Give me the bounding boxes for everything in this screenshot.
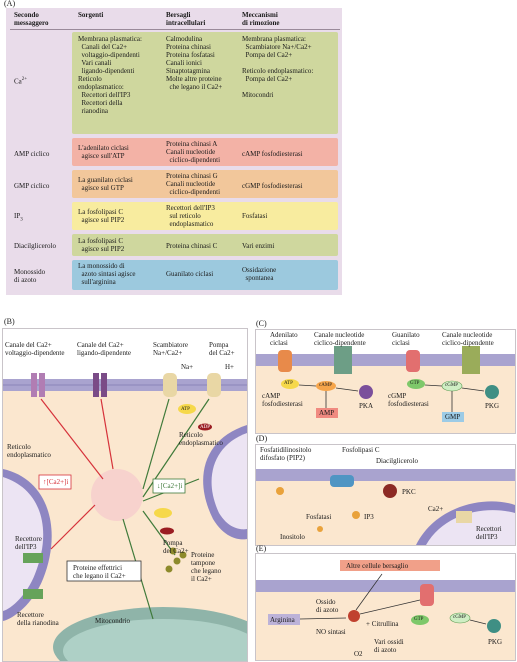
c-cgmp-pde-label: cGMP fosfodiesterasi [388,392,429,408]
panel-c-label: (C) [256,319,267,328]
panel-e-label: (E) [256,544,267,553]
e-citrulline-label: + Citrullina [366,620,399,628]
header-removal: Meccanismi di rimozione [242,11,280,27]
c-gtp-label: GTP [410,381,420,386]
row-camp-messenger: AMP ciclico [14,150,50,158]
row-ip3-sources: La fosfolipasi C agisce sul PIP2 [78,208,125,224]
d-ip3-label: IP3 [364,513,374,521]
c-cnc1-label: Canale nucleotide ciclico-dipendente [314,331,366,347]
row-cgmp-removal: cGMP fosfodiesterasi [242,182,303,190]
row-dag-messenger: Diacilglicerolo [14,242,56,250]
ca-up-label: ↑[Ca2+]i [43,478,69,486]
er-top-label: Reticolo endoplasmatico [179,431,223,447]
row-ca-sources: Membrana plasmatica: Canali del Ca2+ voltaggio-dipendenti Vari canali ligando-dipendenti Reticolo endoplasmatico: Recettori dell'IP3 Recettori della rianodina [78,35,142,115]
d-pip2-label: Fosfatidilinositolo difosfato (PIP2) [260,446,312,462]
panel-d [255,444,516,546]
row-camp-removal: cAMP fosfodiesterasi [242,150,303,158]
ip3r-label: Recettore dell'IP3 [15,535,42,551]
panel-a-label: (A) [4,0,16,8]
row-no-messenger: Monossido di azoto [14,268,46,284]
na-label: Na+ [181,363,194,371]
er-left-label: Reticolo endoplasmatico [7,443,51,459]
d-plc-label: Fosfolipasi C [342,446,380,454]
c-amp-label: AMP [319,409,335,417]
d-inositol-label: Inositolo [280,533,305,541]
d-dag-label: Diacilglicerolo [376,457,418,465]
row-cgmp-sources: La guanilato ciclasi agisce sul GTP [78,176,133,192]
c-ac-label: Adenilato ciclasi [270,331,298,347]
e-pkg-label: PKG [488,638,503,646]
ryr-label: Recettore della rianodina [17,611,59,627]
c-pka-label: PKA [359,402,374,410]
panel-e [255,553,516,661]
c-camp-label: cAMP [319,383,333,388]
c-gc-label: Guanilato ciclasi [392,331,420,347]
e-cgmp-label: cGMP [453,615,467,620]
row-dag-sources: La fosfolipasi C agisce sul PIP2 [78,237,125,253]
d-pkc-label: PKC [402,488,416,496]
row-ip3-removal: Fosfatasi [242,212,268,220]
d-ca-label: Ca2+ [428,505,444,513]
c-gmp-label: GMP [445,413,461,421]
row-cgmp-messenger: GMP ciclico [14,182,50,190]
row-no-removal: Ossidazione spontanea [242,266,277,282]
e-arginine-label: Arginina [270,616,295,624]
row-ca-targets: Calmodulina Proteina chinasi Proteina fosfatasi Canali ionici Sinaptotagmina Molte altre proteine che legano il Ca2+ [166,35,223,91]
panel-b [2,328,248,662]
row-dag-targets: Proteina chinasi C [166,242,218,250]
row-no-sources: La monossido di azoto sintasi agisce sull'arginina [78,262,136,286]
pump-er-label: Pompa del Ca2+ [163,539,189,555]
d-phosphatase-label: Fosfatasi [306,513,332,521]
e-other-label: Altre cellule bersaglio [346,562,409,570]
row-camp-targets: Proteina chinasi A Canali nucleotide ciclico-dipendenti [166,140,221,164]
row-ip3-targets: Recettori dell'IP3 sul reticolo endoplasmatico [166,204,215,228]
e-nos-label: NO sintasi [316,628,346,636]
row-no-targets: Guanilato ciclasi [166,270,214,278]
panel-b-label: (B) [4,317,15,326]
c-atp-label: ATP [284,381,293,386]
c-cnc2-label: Canale nucleotide ciclico-dipendente [442,331,494,347]
mito-label: Mitocondrio [95,617,130,625]
d-ip3r-label: Recettori dell'IP3 [476,525,502,541]
c-pkg-label: PKG [485,402,500,410]
e-o2-label: O2 [354,650,363,658]
exchanger-label: Scambiatore Na+/Ca2+ [153,341,188,357]
row-ip3-messenger: $IP_3$ [14,212,23,223]
panel-c [255,329,516,434]
ca-down-label: ↓[Ca2+]i [157,482,183,490]
row-cgmp-targets: Proteina chinasi G Canali nucleotide ciclico-dipendenti [166,172,221,196]
c-cgmp-label: cGMP [445,383,459,388]
panel-d-label: (D) [256,434,268,443]
panel-a-table [6,8,342,295]
e-gtp-label: GTP [414,617,424,622]
atp-label: ATP [181,407,190,412]
header-messenger: Secondo messaggero [14,11,49,27]
c-camp-pde-label: cAMP fosfodiesterasi [262,392,303,408]
pump-pm-label: Pompa del Ca2+ [209,341,235,357]
e-oxides-label: Vari ossidi di azoto [374,638,404,654]
row-camp-sources: L'adenilato ciclasi agisce sull'ATP [78,144,129,160]
h-label: H+ [225,363,235,371]
row-ca-removal: Membrana plasmatica: Scambiatore Na+/Ca2+ Pompa del Ca2+ Reticolo endoplasmatico: Pompa del Ca2+ Mitocondri [242,35,314,99]
adp-label: ADP [200,425,211,430]
row-ca-messenger: $Ca^{2+}$ [14,77,28,86]
row-dag-removal: Vari enzimi [242,242,275,250]
vgcc-label: Canale del Ca2+ voltaggio-dipendente [5,341,65,357]
e-no-label: Ossido di azoto [316,598,339,614]
buffer-label: Proteine tampone che legano il Ca2+ [191,551,222,583]
effector-label: Proteine effettrici che legano il Ca2+ [73,564,126,580]
header-divider [10,29,340,30]
lgcc-label: Canale del Ca2+ ligando-dipendente [77,341,132,357]
header-sources: Sorgenti [78,11,104,19]
header-targets: Bersagli intracellulari [166,11,206,27]
